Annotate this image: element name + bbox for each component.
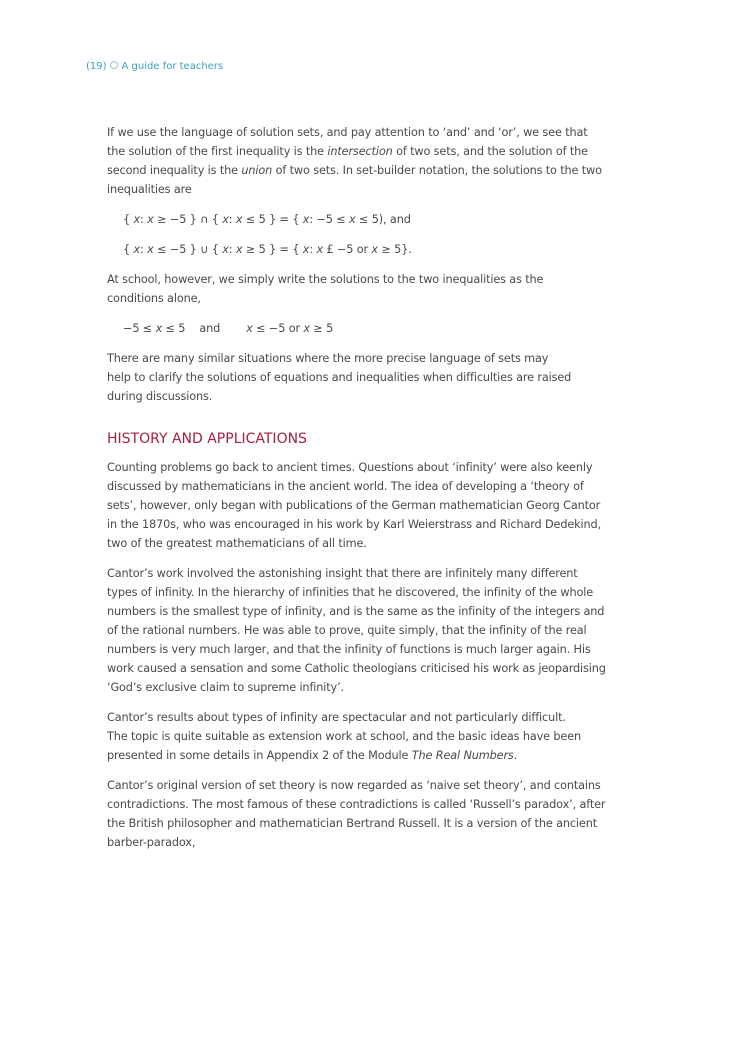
text-line: of the rational numbers. He was able to prove, quite simply, that the infinity of the real xyxy=(107,624,587,637)
text-line: two of the greatest mathematicians of all time. xyxy=(107,537,367,550)
page-number: (19) xyxy=(86,61,107,72)
paragraph-naive-set-theory xyxy=(107,776,607,852)
paragraph-school-conditions xyxy=(107,270,607,308)
text-run: presented in some details in Appendix 2 of the Module xyxy=(107,749,409,762)
math-run: ≤ −5 or xyxy=(252,322,304,335)
math-run: £ −5 or xyxy=(323,243,372,256)
math-run: : xyxy=(140,243,148,256)
text-line: Counting problems go back to ancient times. Questions about ‘infinity’ were also keenly xyxy=(107,461,593,474)
text-line: discussed by mathematicians in the ancient world. The idea of developing a ‘theory of xyxy=(107,480,584,493)
math-variable: x xyxy=(147,243,154,256)
running-header xyxy=(86,61,223,72)
math-run: { xyxy=(123,213,134,226)
math-run: ≤ −5 } ∪ { xyxy=(153,243,223,256)
paragraph-counting-problems xyxy=(107,458,607,553)
paragraph-precise-language xyxy=(107,349,607,406)
math-run: ≤ 5 } = { xyxy=(242,213,303,226)
math-conditions xyxy=(123,319,607,338)
math-run: ≥ 5 xyxy=(309,322,334,335)
math-variable: x xyxy=(155,322,163,335)
math-run: : −5 ≤ xyxy=(309,213,349,226)
text-line: Cantor’s original version of set theory is now regarded as ‘naive set theory’, and contains xyxy=(107,779,601,792)
math-run: ≥ −5 } ∩ { xyxy=(153,213,223,226)
text-line: If we use the language of solution sets, and pay attention to ‘and’ and ‘or’, we see that xyxy=(107,126,588,139)
math-run: : xyxy=(228,213,236,226)
text-line: numbers is very much larger, and that the infinity of functions is much larger again. His xyxy=(107,643,591,656)
math-run: : xyxy=(140,213,148,226)
text-line: The topic is quite suitable as extension work at school, and the basic ideas have been xyxy=(107,730,582,743)
module-title: The Real Numbers xyxy=(411,749,514,762)
text-line: types of infinity. In the hierarchy of infinities that he discovered, the infinity of the whole xyxy=(107,586,594,599)
text-line: work caused a sensation and some Catholic theologians criticised his work as jeopardising xyxy=(107,662,606,675)
math-variable: x xyxy=(147,213,154,226)
conjunction-and: and xyxy=(199,322,221,335)
text-run: of two sets. In set-builder notation, the solutions to the two xyxy=(275,164,602,177)
text-line: inequalities are xyxy=(107,183,192,196)
paragraph-cantor-results xyxy=(107,708,607,765)
paragraph-cantor-work xyxy=(107,564,607,697)
math-intersection-statement xyxy=(123,210,607,229)
math-run: ≥ 5 } = { xyxy=(242,243,303,256)
text-line: conditions alone, xyxy=(107,292,201,305)
math-variable: x xyxy=(302,243,310,256)
emphasis-union: union xyxy=(241,164,273,177)
math-run: ≤ 5 xyxy=(162,322,186,335)
math-variable: x xyxy=(235,243,243,256)
math-run: : xyxy=(309,243,317,256)
math-run: ≤ 5), and xyxy=(355,213,411,226)
math-variable: x xyxy=(133,213,141,226)
text-line: ‘God’s exclusive claim to supreme infinity’. xyxy=(107,681,344,694)
math-union-statement xyxy=(123,240,607,259)
text-line: sets’, however, only began with publications of the German mathematician Georg Cantor xyxy=(107,499,601,512)
math-variable: x xyxy=(303,322,310,335)
guide-title: A guide for teachers xyxy=(121,61,224,72)
text-run: . xyxy=(513,749,518,762)
math-variable: x xyxy=(371,243,378,256)
text-line xyxy=(107,161,607,180)
math-run: −5 ≤ xyxy=(123,322,156,335)
text-run: second inequality is the xyxy=(107,164,238,177)
math-variable: x xyxy=(302,213,310,226)
text-run: the solution of the first inequality is the xyxy=(107,145,324,158)
math-variable: x xyxy=(222,213,229,226)
math-variable: x xyxy=(133,243,141,256)
paragraph-solution-sets xyxy=(107,123,607,199)
text-line: help to clarify the solutions of equations and inequalities when difficulties are raised xyxy=(107,371,572,384)
text-line: Cantor’s work involved the astonishing insight that there are infinitely many different xyxy=(107,567,578,580)
text-line xyxy=(107,746,607,765)
text-run: of two sets, and the solution of the xyxy=(396,145,588,158)
math-variable: x xyxy=(222,243,229,256)
text-line: At school, however, we simply write the solutions to the two inequalities as the xyxy=(107,273,544,286)
text-line: the British philosopher and mathematician Bertrand Russell. It is a version of the ancient xyxy=(107,817,598,830)
text-line: barber-paradox, xyxy=(107,836,196,849)
math-run: : xyxy=(228,243,236,256)
text-line: Cantor’s results about types of infinity are spectacular and not particularly difficult. xyxy=(107,711,566,724)
page-body xyxy=(107,123,607,863)
text-line xyxy=(107,142,607,161)
math-variable: x xyxy=(316,243,323,256)
math-variable: x xyxy=(349,213,356,226)
text-line: in the 1870s, who was encouraged in his work by Karl Weierstrass and Richard Dedekind, xyxy=(107,518,602,531)
text-line: during discussions. xyxy=(107,390,213,403)
emphasis-intersection: intersection xyxy=(327,145,393,158)
math-variable: x xyxy=(235,213,243,226)
math-run: { xyxy=(123,243,134,256)
text-line: There are many similar situations where the more precise language of sets may xyxy=(107,352,549,365)
bullet-dot-icon xyxy=(110,61,118,69)
math-run: ≥ 5}. xyxy=(377,243,412,256)
math-variable: x xyxy=(246,322,253,335)
text-line: contradictions. The most famous of these contradictions is called ‘Russell’s paradox’, after xyxy=(107,798,606,811)
text-line: numbers is the smallest type of infinity, and is the same as the infinity of the integers and xyxy=(107,605,605,618)
section-heading: HISTORY AND APPLICATIONS xyxy=(107,431,307,447)
